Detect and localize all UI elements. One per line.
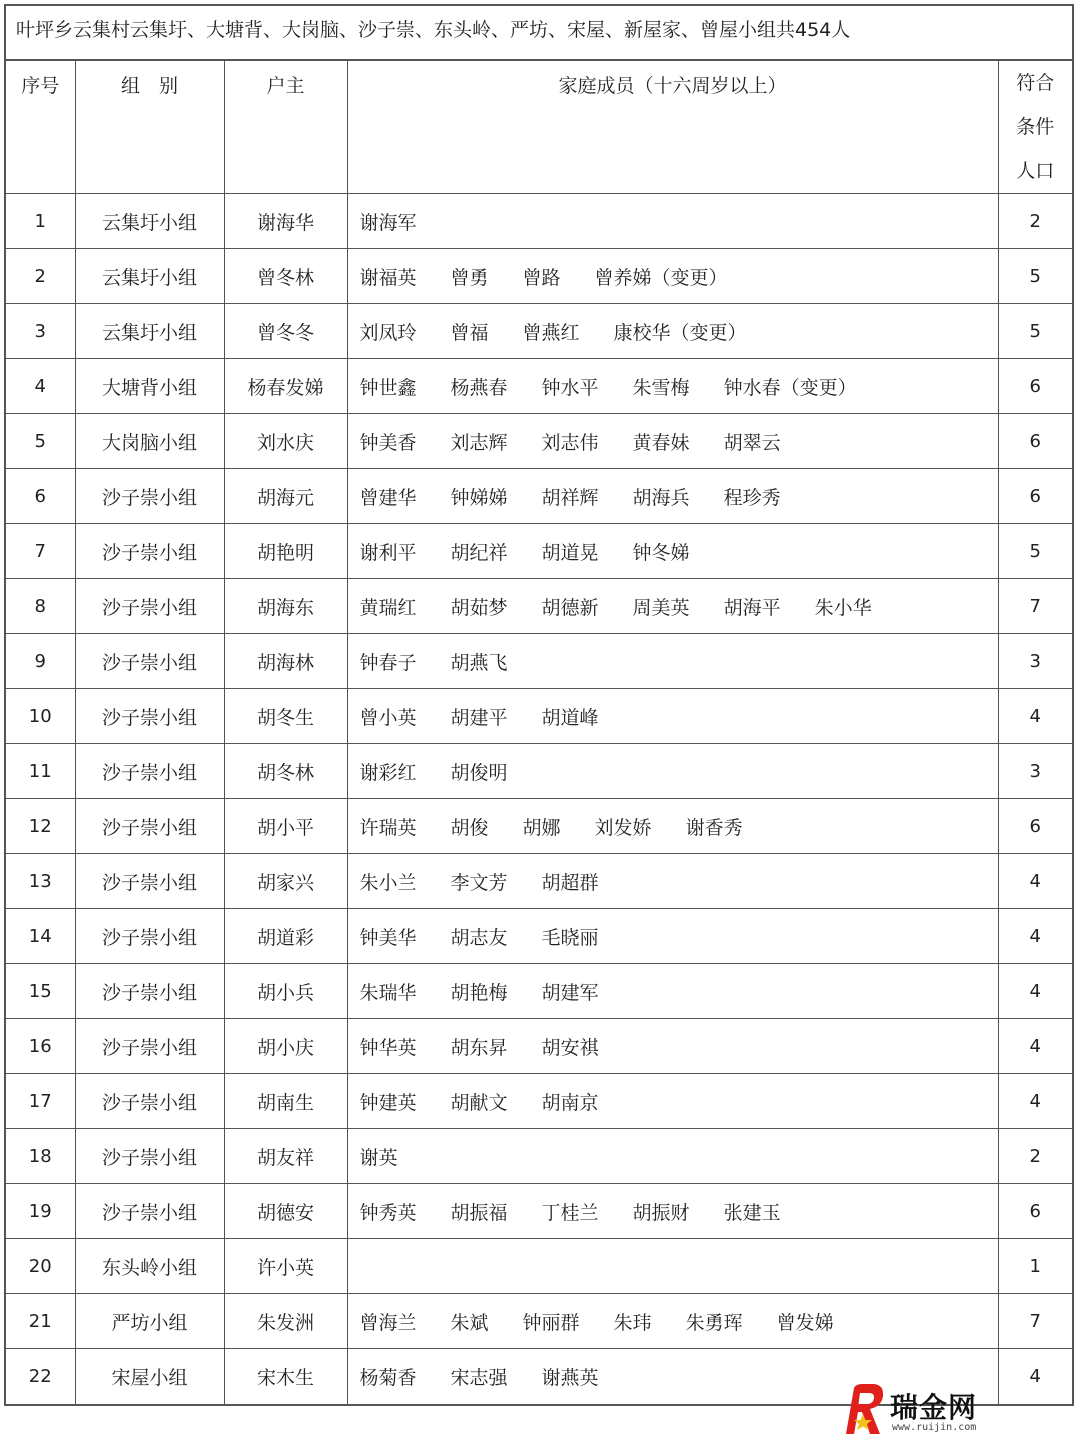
family-member: 胡纪祥 bbox=[450, 541, 508, 564]
row-eligible-count: 1 bbox=[998, 1239, 1072, 1294]
family-member: 钟美香 bbox=[359, 431, 417, 454]
row-household-head: 胡冬生 bbox=[224, 689, 347, 744]
family-member: 胡茹梦 bbox=[450, 596, 508, 619]
row-eligible-count: 6 bbox=[998, 469, 1072, 524]
row-no: 21 bbox=[6, 1294, 75, 1349]
family-member: 胡安祺 bbox=[541, 1036, 599, 1059]
row-group: 云集圩小组 bbox=[75, 194, 224, 249]
family-member: 曾小英 bbox=[359, 706, 417, 729]
family-member: 胡振福 bbox=[450, 1201, 508, 1224]
row-family-members bbox=[347, 1019, 998, 1074]
family-member: 胡俊 bbox=[450, 816, 489, 839]
row-group: 云集圩小组 bbox=[75, 249, 224, 304]
row-eligible-count: 4 bbox=[998, 854, 1072, 909]
family-member: 曾福 bbox=[450, 321, 489, 344]
row-group: 沙子崇小组 bbox=[75, 524, 224, 579]
row-family-members bbox=[347, 579, 998, 634]
family-member: 黄瑞红 bbox=[359, 596, 417, 619]
family-member: 周美英 bbox=[632, 596, 690, 619]
row-household-head: 胡小庆 bbox=[224, 1019, 347, 1074]
row-family-members bbox=[347, 634, 998, 689]
row-eligible-count: 4 bbox=[998, 1349, 1072, 1404]
family-member: 钟水春（变更） bbox=[723, 376, 857, 399]
row-household-head: 曾冬林 bbox=[224, 249, 347, 304]
row-no: 13 bbox=[6, 854, 75, 909]
row-eligible-count: 4 bbox=[998, 964, 1072, 1019]
family-member: 朱勇珲 bbox=[685, 1311, 743, 1334]
table-row bbox=[6, 194, 1072, 249]
family-member: 胡海平 bbox=[723, 596, 781, 619]
row-family-members bbox=[347, 524, 998, 579]
table-row bbox=[6, 469, 1072, 524]
row-eligible-count: 5 bbox=[998, 304, 1072, 359]
row-household-head: 胡德安 bbox=[224, 1184, 347, 1239]
row-no: 12 bbox=[6, 799, 75, 854]
row-group: 云集圩小组 bbox=[75, 304, 224, 359]
header-group: 组 别 bbox=[75, 61, 224, 194]
row-no: 14 bbox=[6, 909, 75, 964]
row-eligible-count: 4 bbox=[998, 909, 1072, 964]
table-row bbox=[6, 414, 1072, 469]
row-family-members bbox=[347, 304, 998, 359]
family-member: 胡艳梅 bbox=[450, 981, 508, 1004]
row-family-members bbox=[347, 1294, 998, 1349]
row-household-head: 胡南生 bbox=[224, 1074, 347, 1129]
family-member: 钟美华 bbox=[359, 926, 417, 949]
row-eligible-count: 3 bbox=[998, 634, 1072, 689]
row-group: 沙子崇小组 bbox=[75, 469, 224, 524]
row-family-members bbox=[347, 414, 998, 469]
row-household-head: 朱发洲 bbox=[224, 1294, 347, 1349]
watermark-site-name: 瑞金网 bbox=[890, 1391, 978, 1424]
table-header-row bbox=[6, 61, 1072, 194]
table-row bbox=[6, 634, 1072, 689]
row-eligible-count: 2 bbox=[998, 1129, 1072, 1184]
row-no: 19 bbox=[6, 1184, 75, 1239]
row-eligible-count: 7 bbox=[998, 579, 1072, 634]
sheet-caption: 叶坪乡云集村云集圩、大塘背、大岗脑、沙子崇、东头岭、严坊、宋屋、新屋家、曾屋小组共454人 bbox=[6, 6, 1072, 61]
table-row bbox=[6, 1019, 1072, 1074]
family-member: 刘志伟 bbox=[541, 431, 599, 454]
header-eligible-count bbox=[998, 61, 1072, 194]
family-member: 曾海兰 bbox=[359, 1311, 417, 1334]
family-member: 钟华英 bbox=[359, 1036, 417, 1059]
row-group: 沙子崇小组 bbox=[75, 909, 224, 964]
header-family-members-label: 家庭成员（十六周岁以上） bbox=[558, 75, 787, 97]
row-group: 沙子崇小组 bbox=[75, 799, 224, 854]
row-family-members bbox=[347, 194, 998, 249]
table-body bbox=[6, 194, 1072, 1404]
row-family-members bbox=[347, 909, 998, 964]
family-member: 胡祥辉 bbox=[541, 486, 599, 509]
table-row bbox=[6, 744, 1072, 799]
family-member: 曾勇 bbox=[450, 266, 489, 289]
row-eligible-count: 2 bbox=[998, 194, 1072, 249]
row-no: 22 bbox=[6, 1349, 75, 1404]
family-member: 钟春子 bbox=[359, 651, 417, 674]
family-member: 胡道晃 bbox=[541, 541, 599, 564]
row-eligible-count: 6 bbox=[998, 1184, 1072, 1239]
family-member: 宋志强 bbox=[450, 1366, 508, 1389]
family-member: 毛晓丽 bbox=[541, 926, 599, 949]
row-family-members bbox=[347, 964, 998, 1019]
row-group: 宋屋小组 bbox=[75, 1349, 224, 1404]
row-eligible-count: 4 bbox=[998, 689, 1072, 744]
row-group: 沙子崇小组 bbox=[75, 1129, 224, 1184]
row-household-head: 胡海东 bbox=[224, 579, 347, 634]
row-no: 17 bbox=[6, 1074, 75, 1129]
row-group: 沙子崇小组 bbox=[75, 579, 224, 634]
row-no: 20 bbox=[6, 1239, 75, 1294]
family-member: 曾建华 bbox=[359, 486, 417, 509]
table-row bbox=[6, 1294, 1072, 1349]
row-family-members bbox=[347, 1239, 998, 1294]
header-household-head: 户主 bbox=[224, 61, 347, 194]
row-no: 11 bbox=[6, 744, 75, 799]
family-member: 胡俊明 bbox=[450, 761, 508, 784]
row-no: 8 bbox=[6, 579, 75, 634]
table-row bbox=[6, 249, 1072, 304]
row-no: 3 bbox=[6, 304, 75, 359]
row-household-head: 胡冬林 bbox=[224, 744, 347, 799]
row-family-members bbox=[347, 854, 998, 909]
family-member: 谢海军 bbox=[359, 211, 417, 234]
family-member: 钟丽群 bbox=[522, 1311, 580, 1334]
family-member: 刘志辉 bbox=[450, 431, 508, 454]
row-family-members bbox=[347, 1129, 998, 1184]
household-table bbox=[6, 61, 1072, 1404]
row-family-members bbox=[347, 1184, 998, 1239]
family-member: 曾养娣（变更） bbox=[594, 266, 728, 289]
family-member: 丁桂兰 bbox=[541, 1201, 599, 1224]
row-family-members bbox=[347, 799, 998, 854]
table-row bbox=[6, 799, 1072, 854]
table-row bbox=[6, 1184, 1072, 1239]
row-eligible-count: 6 bbox=[998, 414, 1072, 469]
family-member: 朱玮 bbox=[613, 1311, 652, 1334]
family-member: 谢福英 bbox=[359, 266, 417, 289]
header-no: 序号 bbox=[6, 61, 75, 194]
household-list-sheet bbox=[4, 4, 1074, 1406]
row-eligible-count: 6 bbox=[998, 359, 1072, 414]
row-group: 东头岭小组 bbox=[75, 1239, 224, 1294]
row-eligible-count: 6 bbox=[998, 799, 1072, 854]
family-member: 胡献文 bbox=[450, 1091, 508, 1114]
row-household-head: 胡道彩 bbox=[224, 909, 347, 964]
family-member: 胡海兵 bbox=[632, 486, 690, 509]
family-member: 许瑞英 bbox=[359, 816, 417, 839]
family-member: 谢燕英 bbox=[541, 1366, 599, 1389]
header-eligible-count-line-2: 条件 bbox=[1016, 116, 1055, 138]
row-household-head: 宋木生 bbox=[224, 1349, 347, 1404]
row-no: 6 bbox=[6, 469, 75, 524]
row-no: 10 bbox=[6, 689, 75, 744]
ruijin-logo-icon bbox=[840, 1382, 886, 1436]
row-family-members bbox=[347, 744, 998, 799]
row-group: 大塘背小组 bbox=[75, 359, 224, 414]
family-member: 钟娣娣 bbox=[450, 486, 508, 509]
table-row bbox=[6, 854, 1072, 909]
row-eligible-count: 4 bbox=[998, 1019, 1072, 1074]
row-household-head: 胡小平 bbox=[224, 799, 347, 854]
family-member: 朱小兰 bbox=[359, 871, 417, 894]
family-member: 康校华（变更） bbox=[613, 321, 747, 344]
family-member: 胡燕飞 bbox=[450, 651, 508, 674]
row-no: 16 bbox=[6, 1019, 75, 1074]
family-member: 胡超群 bbox=[541, 871, 599, 894]
row-eligible-count: 5 bbox=[998, 524, 1072, 579]
row-group: 沙子崇小组 bbox=[75, 689, 224, 744]
watermark-url: www.ruijin.com bbox=[892, 1422, 977, 1433]
family-member: 曾燕红 bbox=[522, 321, 580, 344]
row-eligible-count: 5 bbox=[998, 249, 1072, 304]
row-household-head: 胡友祥 bbox=[224, 1129, 347, 1184]
family-member: 胡建军 bbox=[541, 981, 599, 1004]
family-member: 钟水平 bbox=[541, 376, 599, 399]
header-eligible-count-line-3: 人口 bbox=[1016, 160, 1055, 182]
family-member: 谢英 bbox=[359, 1146, 398, 1169]
family-member: 黄春妹 bbox=[632, 431, 690, 454]
row-household-head: 谢海华 bbox=[224, 194, 347, 249]
family-member: 程珍秀 bbox=[723, 486, 781, 509]
family-member: 曾路 bbox=[522, 266, 561, 289]
table-row bbox=[6, 304, 1072, 359]
row-household-head: 曾冬冬 bbox=[224, 304, 347, 359]
family-member: 钟冬娣 bbox=[632, 541, 690, 564]
row-group: 沙子崇小组 bbox=[75, 1019, 224, 1074]
family-member: 曾发娣 bbox=[776, 1311, 834, 1334]
row-eligible-count: 3 bbox=[998, 744, 1072, 799]
family-member: 谢彩红 bbox=[359, 761, 417, 784]
row-no: 1 bbox=[6, 194, 75, 249]
row-group: 沙子崇小组 bbox=[75, 634, 224, 689]
family-member: 张建玉 bbox=[723, 1201, 781, 1224]
family-member: 胡志友 bbox=[450, 926, 508, 949]
row-household-head: 杨春发娣 bbox=[224, 359, 347, 414]
family-member: 胡建平 bbox=[450, 706, 508, 729]
row-eligible-count: 7 bbox=[998, 1294, 1072, 1349]
family-member: 刘发娇 bbox=[594, 816, 652, 839]
row-group: 沙子崇小组 bbox=[75, 1074, 224, 1129]
row-group: 沙子崇小组 bbox=[75, 964, 224, 1019]
family-member: 刘凤玲 bbox=[359, 321, 417, 344]
table-row bbox=[6, 1129, 1072, 1184]
family-member: 朱雪梅 bbox=[632, 376, 690, 399]
table-row bbox=[6, 1074, 1072, 1129]
header-eligible-count-line-1: 符合 bbox=[1016, 72, 1055, 94]
family-member: 胡娜 bbox=[522, 816, 561, 839]
family-member: 李文芳 bbox=[450, 871, 508, 894]
family-member: 胡翠云 bbox=[723, 431, 781, 454]
family-member: 朱小华 bbox=[814, 596, 872, 619]
row-group: 沙子崇小组 bbox=[75, 854, 224, 909]
table-row bbox=[6, 524, 1072, 579]
row-household-head: 许小英 bbox=[224, 1239, 347, 1294]
row-no: 7 bbox=[6, 524, 75, 579]
row-family-members bbox=[347, 469, 998, 524]
family-member: 胡振财 bbox=[632, 1201, 690, 1224]
row-group: 严坊小组 bbox=[75, 1294, 224, 1349]
family-member: 谢香秀 bbox=[685, 816, 743, 839]
family-member: 朱瑞华 bbox=[359, 981, 417, 1004]
family-member: 胡南京 bbox=[541, 1091, 599, 1114]
row-no: 9 bbox=[6, 634, 75, 689]
row-group: 大岗脑小组 bbox=[75, 414, 224, 469]
family-member: 杨燕春 bbox=[450, 376, 508, 399]
row-group: 沙子崇小组 bbox=[75, 1184, 224, 1239]
row-household-head: 胡海林 bbox=[224, 634, 347, 689]
ruijin-watermark bbox=[840, 1382, 1000, 1438]
row-no: 4 bbox=[6, 359, 75, 414]
table-row bbox=[6, 579, 1072, 634]
table-row bbox=[6, 689, 1072, 744]
row-no: 15 bbox=[6, 964, 75, 1019]
row-no: 2 bbox=[6, 249, 75, 304]
row-group: 沙子崇小组 bbox=[75, 744, 224, 799]
table-row bbox=[6, 964, 1072, 1019]
row-household-head: 胡家兴 bbox=[224, 854, 347, 909]
family-member: 谢利平 bbox=[359, 541, 417, 564]
row-no: 5 bbox=[6, 414, 75, 469]
row-family-members bbox=[347, 1074, 998, 1129]
table-row bbox=[6, 909, 1072, 964]
family-member: 钟世鑫 bbox=[359, 376, 417, 399]
family-member: 钟秀英 bbox=[359, 1201, 417, 1224]
row-household-head: 胡海元 bbox=[224, 469, 347, 524]
table-row bbox=[6, 359, 1072, 414]
header-family-members bbox=[347, 61, 998, 194]
family-member: 杨菊香 bbox=[359, 1366, 417, 1389]
row-no: 18 bbox=[6, 1129, 75, 1184]
family-member: 朱斌 bbox=[450, 1311, 489, 1334]
family-member: 钟建英 bbox=[359, 1091, 417, 1114]
row-household-head: 胡艳明 bbox=[224, 524, 347, 579]
table-row bbox=[6, 1239, 1072, 1294]
row-household-head: 刘水庆 bbox=[224, 414, 347, 469]
family-member: 胡东昇 bbox=[450, 1036, 508, 1059]
row-family-members bbox=[347, 359, 998, 414]
family-member: 胡道峰 bbox=[541, 706, 599, 729]
row-household-head: 胡小兵 bbox=[224, 964, 347, 1019]
row-eligible-count: 4 bbox=[998, 1074, 1072, 1129]
row-family-members bbox=[347, 249, 998, 304]
family-member: 胡德新 bbox=[541, 596, 599, 619]
row-family-members bbox=[347, 689, 998, 744]
